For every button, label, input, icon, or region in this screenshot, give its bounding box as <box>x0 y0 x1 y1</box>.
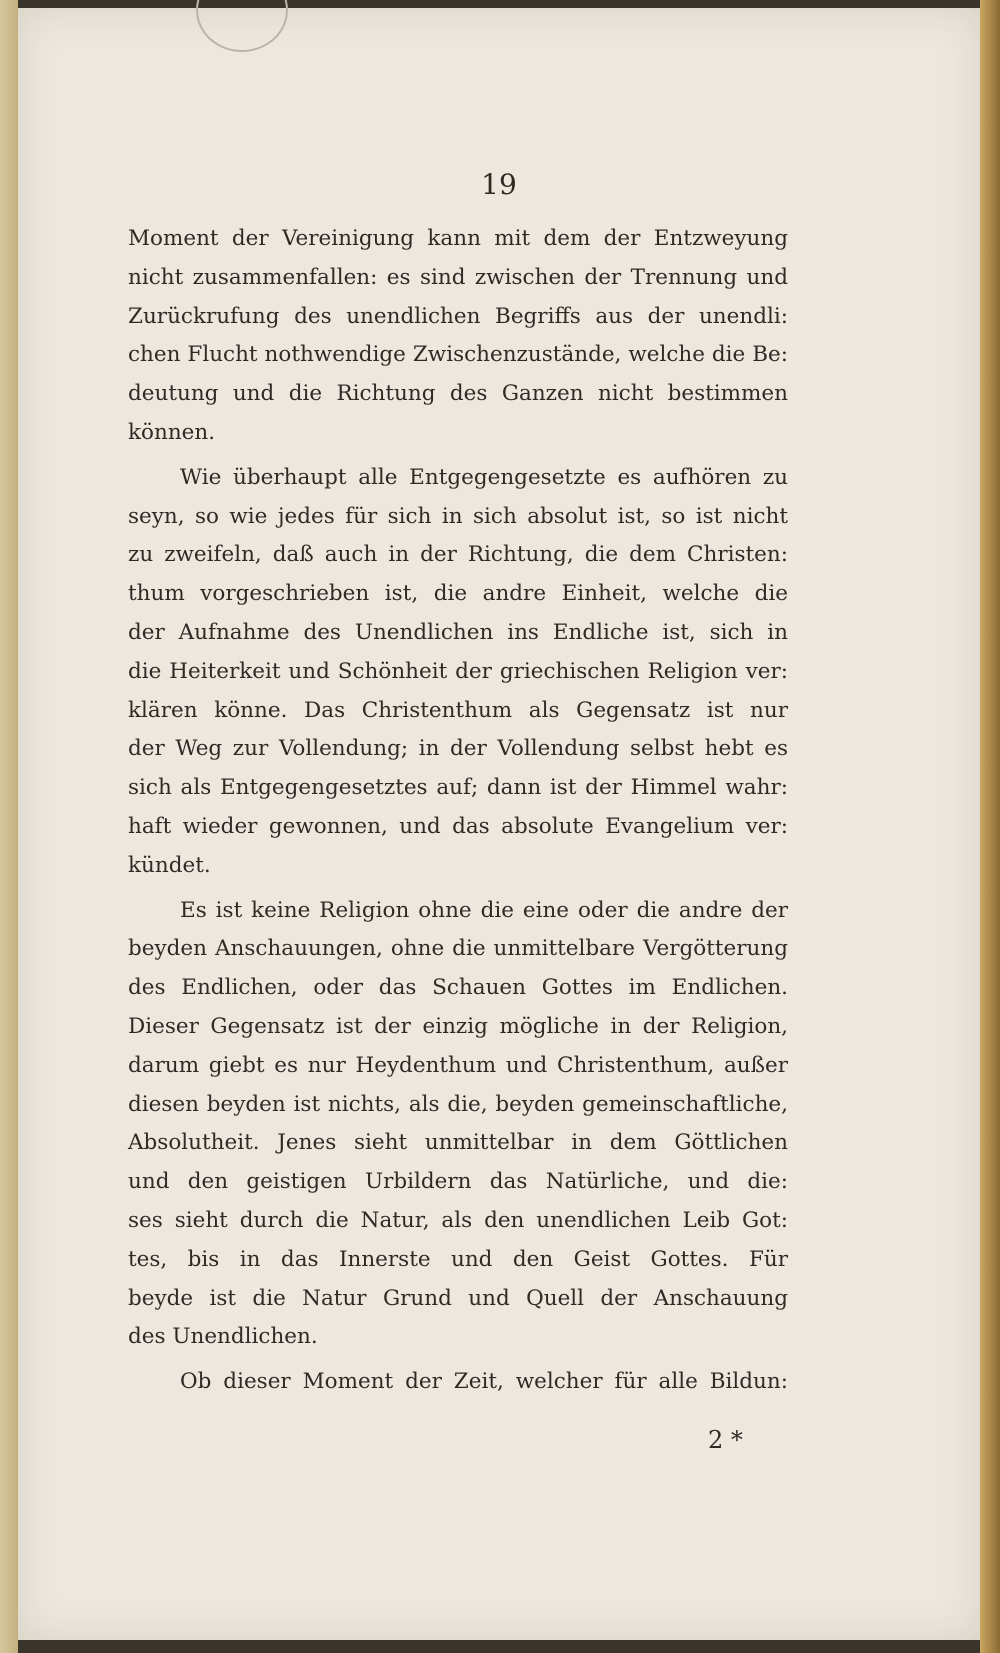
text-line: beyde ist die Natur Grund und Quell der Anschauung <box>128 1285 788 1311</box>
text-line: sich als Entgegengesetztes auf; dann ist der Himmel wahr: <box>128 775 788 801</box>
text-line: beyden Anschauungen, ohne die unmittelbare Vergötterung <box>128 936 788 962</box>
text-line: der Weg zur Vollendung; in der Vollendung selbst hebt es <box>128 736 788 762</box>
text-line: Wie überhaupt alle Entgegengesetzte es aufhören zu <box>180 464 788 490</box>
text-line: seyn, so wie jedes für sich in sich absolut ist, so ist nicht <box>128 503 788 529</box>
text-line: Es ist keine Religion ohne die eine oder die andre der <box>180 897 788 923</box>
text-line: klären könne. Das Christenthum als Gegensatz ist nur <box>128 697 788 723</box>
text-line: thum vorgeschrieben ist, die andre Einheit, welche die <box>128 581 788 607</box>
text-line: und den geistigen Urbildern das Natürliche, und die: <box>128 1169 788 1195</box>
body-text <box>128 220 788 1402</box>
text-line: Absolutheit. Jenes sieht unmittelbar in dem Göttlichen <box>128 1130 788 1156</box>
text-line: ses sieht durch die Natur, als den unendlichen Leib Got: <box>128 1207 788 1233</box>
text-line: des Endlichen, oder das Schauen Gottes im Endlichen. <box>128 975 788 1001</box>
text-line: die Heiterkeit und Schönheit der griechischen Religion ver: <box>128 658 788 684</box>
book-spine-edge <box>0 0 18 1653</box>
page-number: 19 <box>481 168 517 201</box>
text-line: Ob dieser Moment der Zeit, welcher für alle Bildun: <box>180 1369 788 1395</box>
text-line: Zurückrufung des unendlichen Begriffs aus der unendli: <box>128 303 788 329</box>
library-stamp-outline <box>196 0 288 52</box>
book-page <box>18 8 980 1640</box>
text-line: haft wieder gewonnen, und das absolute Evangelium ver: <box>128 813 788 839</box>
text-line: Dieser Gegensatz ist der einzig mögliche in der Religion, <box>128 1013 788 1039</box>
text-line: des Unendlichen. <box>128 1324 318 1350</box>
text-line: zu zweifeln, daß auch in der Richtung, die dem Christen: <box>128 542 788 568</box>
text-line: deutung und die Richtung des Ganzen nicht bestimmen <box>128 381 788 407</box>
text-line: nicht zusammenfallen: es sind zwischen der Trennung und <box>128 264 788 290</box>
text-line: diesen beyden ist nichts, als die, beyden gemeinschaftliche, <box>128 1091 788 1117</box>
book-cover-edge <box>980 0 1000 1653</box>
signature-mark: 2 * <box>708 1426 743 1454</box>
text-line: kündet. <box>128 852 211 878</box>
text-line: der Aufnahme des Unendlichen ins Endliche ist, sich in <box>128 619 788 645</box>
text-line: darum giebt es nur Heydenthum und Christenthum, außer <box>128 1052 788 1078</box>
text-line: Moment der Vereinigung kann mit dem der Entzweyung <box>128 226 788 251</box>
text-line: chen Flucht nothwendige Zwischenzustände, welche die Be: <box>128 342 788 368</box>
text-line: tes, bis in das Innerste und den Geist Gottes. Für <box>128 1246 788 1272</box>
text-line: können. <box>128 419 216 445</box>
